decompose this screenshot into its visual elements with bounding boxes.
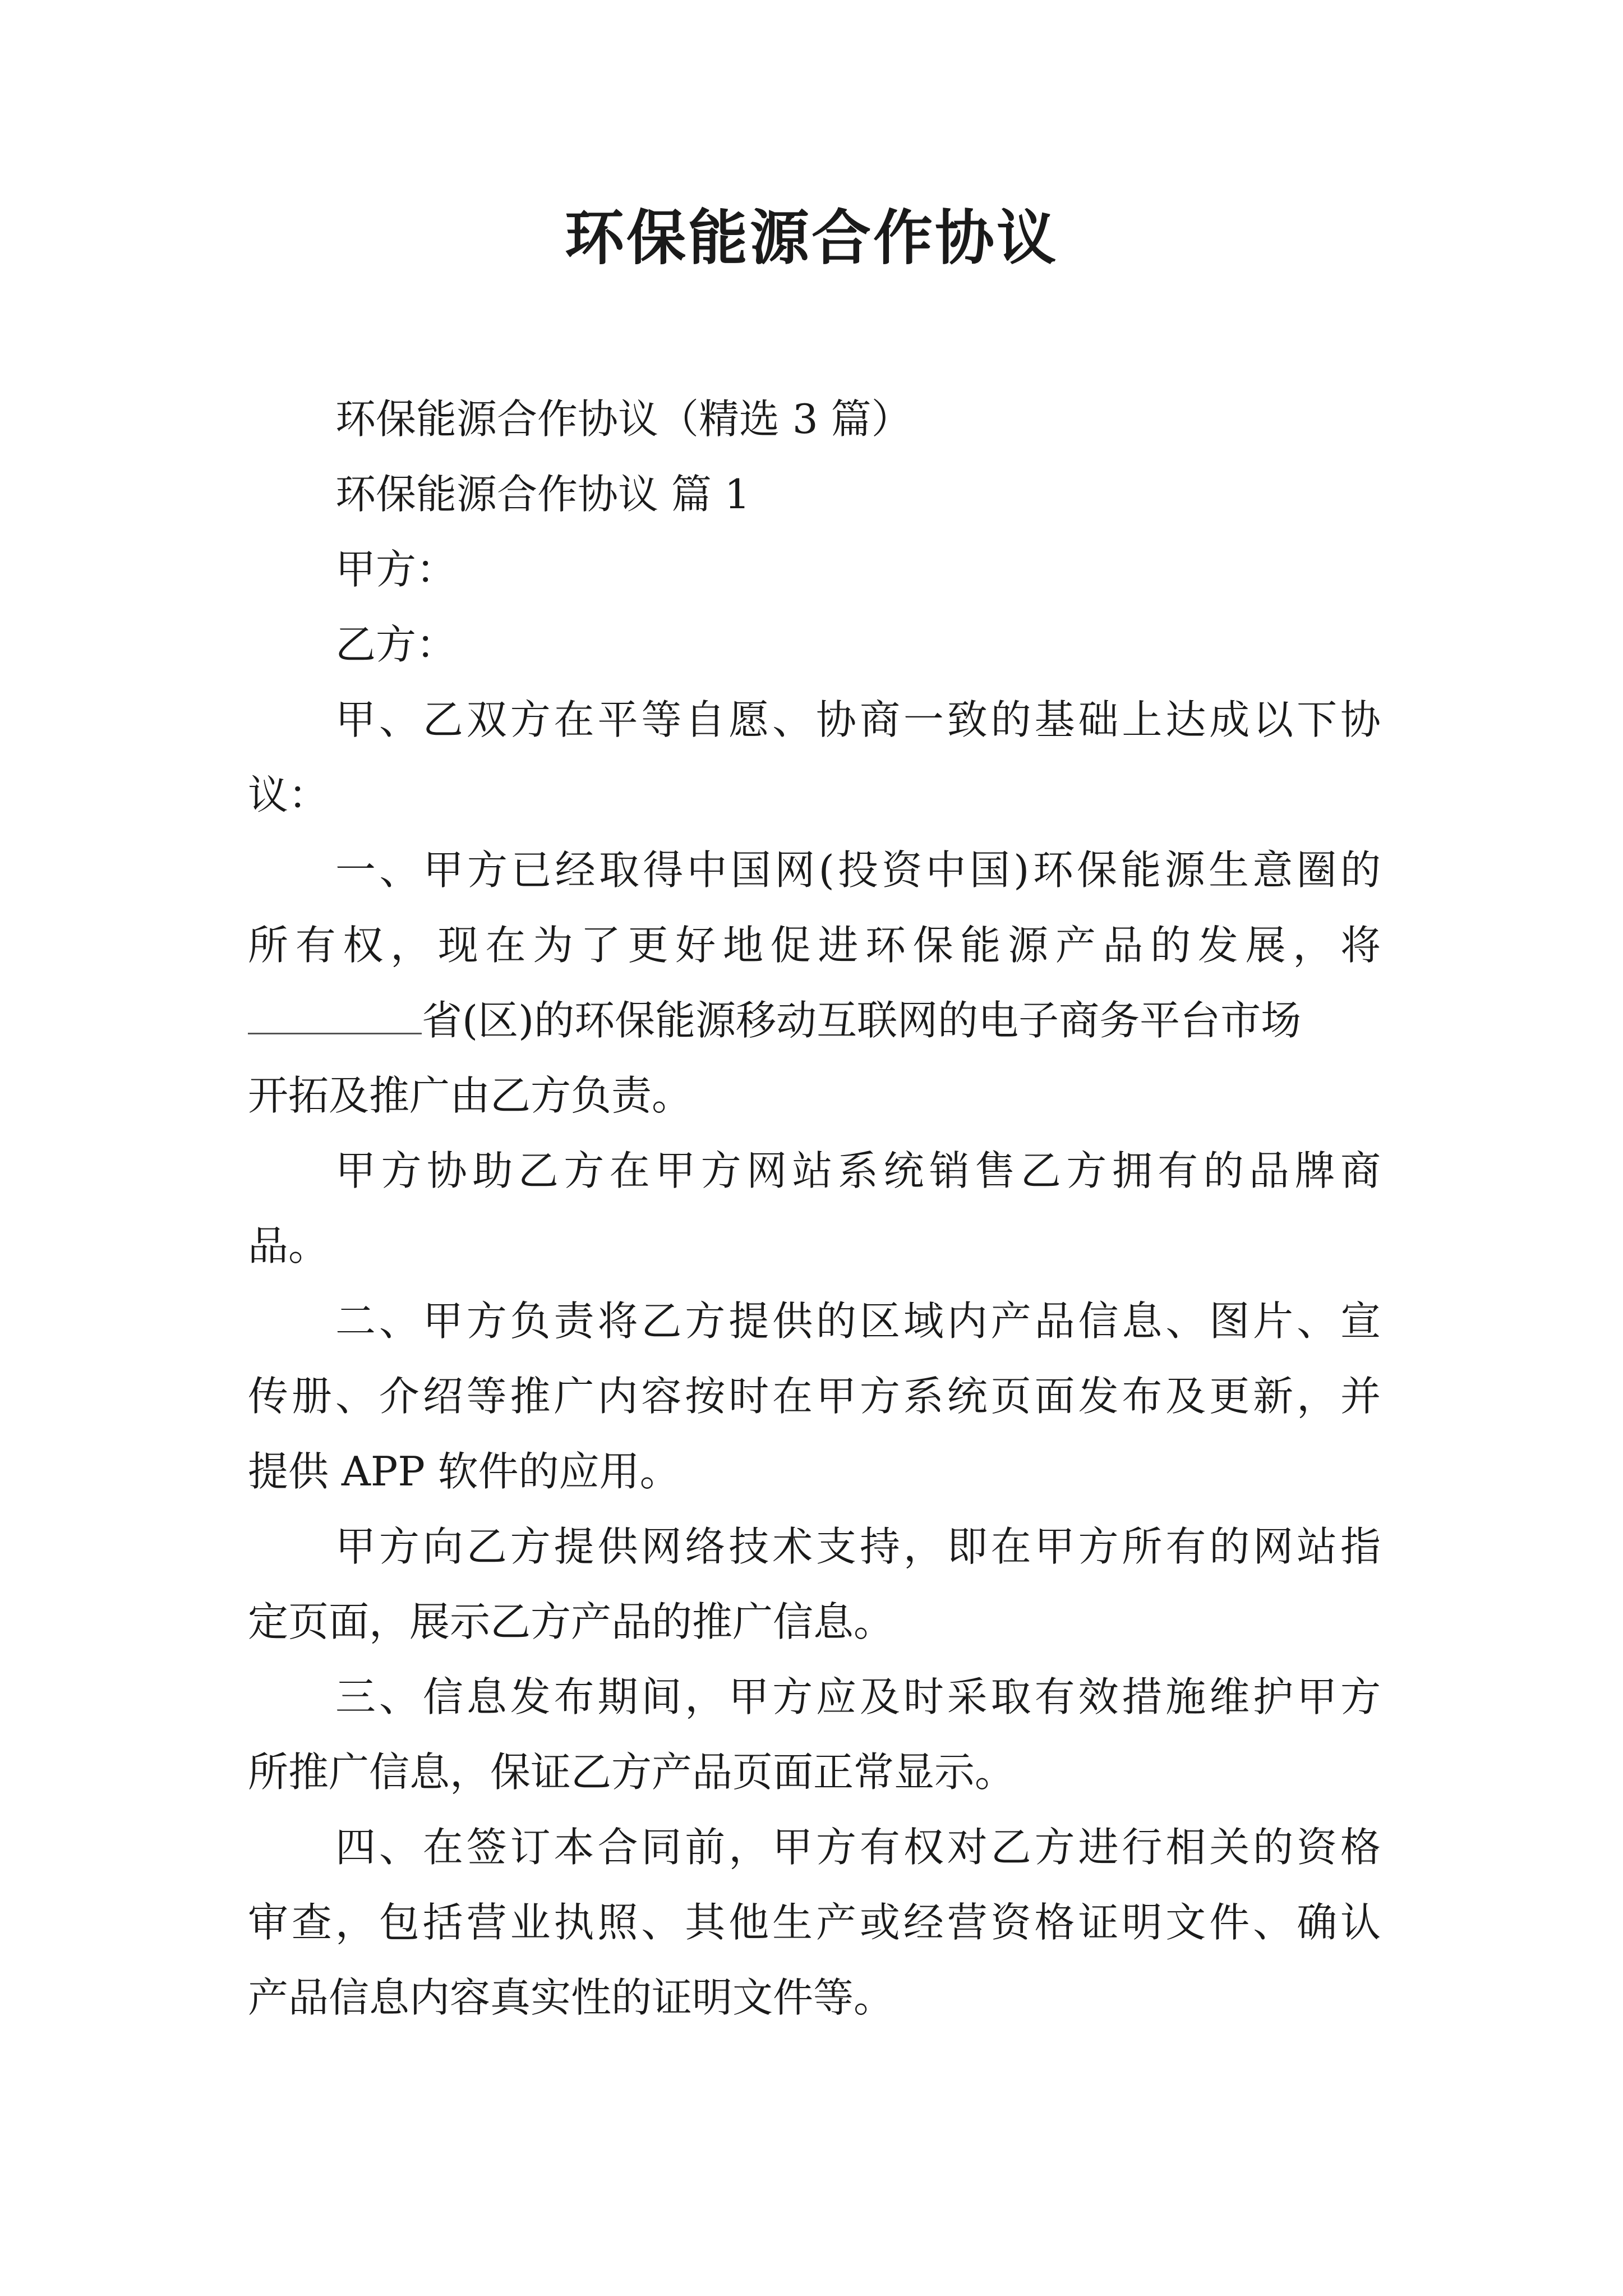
document-body [248,381,1381,2035]
paragraph-line: 甲、乙双方在平等自愿、协商一致的基础上达成以下协 [335,696,1381,743]
paragraph-line: 审查，包括营业执照、其他生产或经营资格证明文件、确认 [248,1899,1381,1946]
party-b-label: 乙方： [335,621,457,668]
paragraph-line: 议： [248,771,329,818]
paragraph-line: 三、信息发布期间，甲方应及时采取有效措施维护甲方 [335,1673,1381,1720]
paragraph-line: 产品信息内容真实性的证明文件等。 [248,1974,895,2021]
fill-in-blank [248,987,422,1034]
paragraph-line: 所推广信息，保证乙方产品页面正常显示。 [248,1749,1016,1796]
paragraph-line: 定页面，展示乙方产品的推广信息。 [248,1598,895,1645]
party-a-label: 甲方： [335,546,457,593]
paragraph-line: 四、在签订本合同前，甲方有权对乙方进行相关的资格 [335,1824,1381,1871]
paragraph-line: 所有权，现在为了更好地促进环保能源产品的发展，将 [248,922,1381,969]
paragraph-line [248,983,1381,1058]
paragraph-line: 甲方向乙方提供网络技术支持，即在甲方所有的网站指 [335,1523,1381,1570]
paragraph-line: 传册、介绍等推广内容按时在甲方系统页面发布及更新，并 [248,1373,1381,1420]
section-heading: 环保能源合作协议 篇 1 [335,471,750,518]
paragraph-line: 二、甲方负责将乙方提供的区域内产品信息、图片、宣 [335,1297,1381,1345]
paragraph-line-text: 省(区)的环保能源移动互联网的电子商务平台市场 [422,997,1302,1044]
subtitle-line: 环保能源合作协议（精选 3 篇） [335,395,912,443]
paragraph-line: 一、甲方已经取得中国网(投资中国)环保能源生意圈的 [335,846,1381,894]
paragraph-line: 甲方协助乙方在甲方网站系统销售乙方拥有的品牌商 [335,1147,1381,1194]
paragraph-line: 提供 APP 软件的应用。 [248,1448,680,1495]
document-title: 环保能源合作协议 [565,204,1058,273]
paragraph-line: 开拓及推广由乙方负责。 [248,1072,693,1119]
paragraph-line: 品。 [248,1222,329,1269]
